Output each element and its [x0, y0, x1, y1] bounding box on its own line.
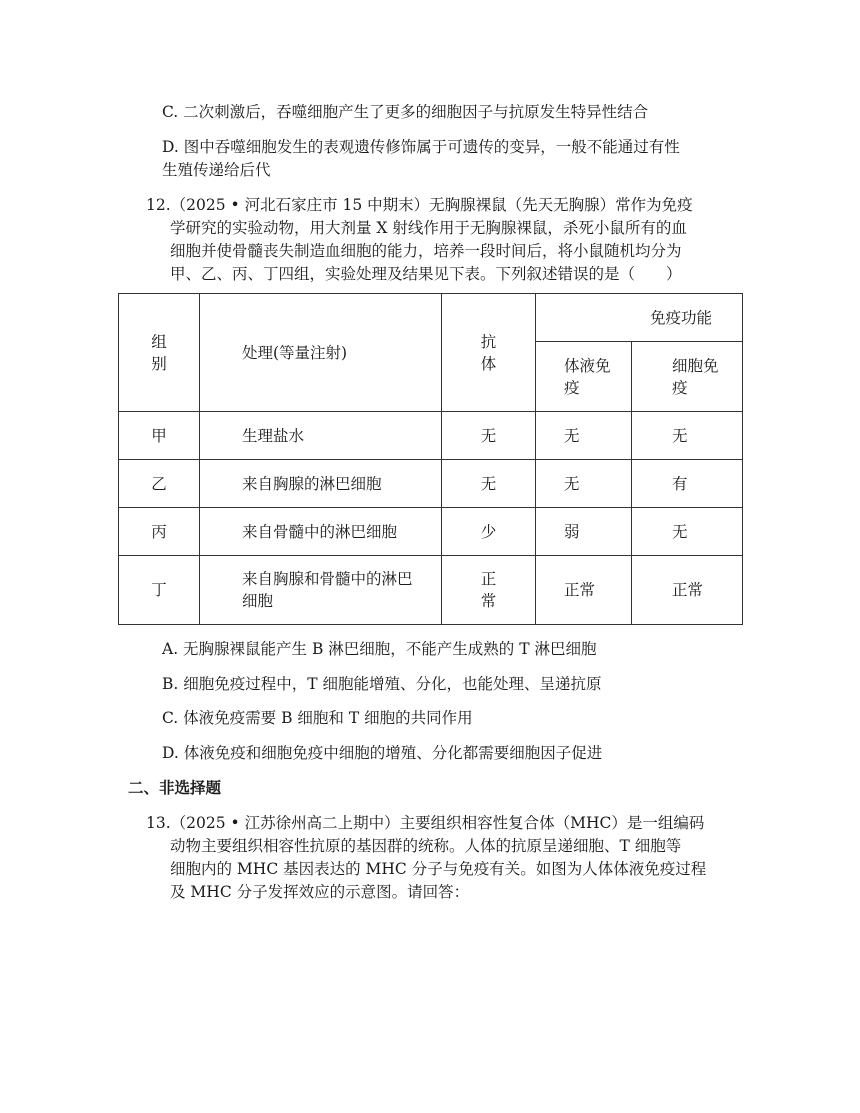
option-a: A. 无胸腺裸鼠能产生 B 淋巴细胞，不能产生成熟的 T 淋巴细胞: [162, 640, 597, 658]
table-row: [119, 412, 743, 460]
cell-humoral: 无: [536, 460, 632, 508]
cell-antibody: 无: [442, 460, 536, 508]
option-d-prev-line1: D. 图中吞噬细胞发生的表观遗传修饰属于可遗传的变异，一般不能通过有性: [162, 138, 680, 156]
question-12-line3: 细胞并使骨髓丧失制造血细胞的能力，培养一段时间后，将小鼠随机均分为: [170, 242, 682, 260]
question-13-line2: 动物主要组织相容性抗原的基因群的统称。人体的抗原呈递细胞、T 细胞等: [170, 837, 682, 855]
cell-cellular: 无: [632, 412, 743, 460]
cell-cellular: 正常: [632, 556, 743, 625]
section-title: 二、非选择题: [128, 779, 222, 797]
table-row: [119, 460, 743, 508]
cell-treatment: 来自骨髓中的淋巴细胞: [200, 508, 442, 556]
question-13-line3: 细胞内的 MHC 基因表达的 MHC 分子与免疫有关。如图为人体体液免疫过程: [170, 860, 707, 878]
option-c: C. 体液免疫需要 B 细胞和 T 细胞的共同作用: [162, 709, 473, 727]
table-row: [119, 556, 743, 625]
option-d: D. 体液免疫和细胞免疫中细胞的增殖、分化都需要细胞因子促进: [162, 744, 603, 762]
question-13-line4: 及 MHC 分子发挥效应的示意图。请回答：: [170, 883, 470, 901]
option-c-prev: C. 二次刺激后，吞噬细胞产生了更多的细胞因子与抗原发生特异性结合: [162, 103, 649, 121]
cell-antibody: 少: [442, 508, 536, 556]
cell-humoral: 弱: [536, 508, 632, 556]
header-cellular: 细胞免 疫: [632, 342, 743, 412]
question-12-line1: 12.（2025 • 河北石家庄市 15 中期末）无胸腺裸鼠（先天无胸腺）常作为免疫: [146, 196, 693, 214]
cell-humoral: 正常: [536, 556, 632, 625]
header-treatment: 处理(等量注射): [200, 294, 442, 412]
experiment-table: [118, 293, 743, 625]
option-b: B. 细胞免疫过程中，T 细胞能增殖、分化，也能处理、呈递抗原: [162, 675, 602, 693]
option-d-prev-line2: 生殖传递给后代: [162, 161, 271, 179]
cell-cellular: 无: [632, 508, 743, 556]
cell-group: 乙: [119, 460, 200, 508]
question-12-line2: 学研究的实验动物，用大剂量 X 射线作用于无胸腺裸鼠，杀死小鼠所有的血: [170, 219, 687, 237]
cell-group: 甲: [119, 412, 200, 460]
cell-antibody: 无: [442, 412, 536, 460]
cell-cellular: 有: [632, 460, 743, 508]
cell-group: 丁: [119, 556, 200, 625]
question-13-line1: 13.（2025 • 江苏徐州高二上期中）主要组织相容性复合体（MHC）是一组编码: [146, 814, 705, 832]
cell-treatment: 来自胸腺的淋巴细胞: [200, 460, 442, 508]
cell-antibody: 正 常: [442, 556, 536, 625]
cell-humoral: 无: [536, 412, 632, 460]
header-humoral: 体液免 疫: [536, 342, 632, 412]
header-group: 组 别: [119, 294, 200, 412]
question-12-line4: 甲、乙、丙、丁四组，实验处理及结果见下表。下列叙述错误的是（ ）: [170, 265, 682, 283]
header-antibody: 抗 体: [442, 294, 536, 412]
cell-treatment: 生理盐水: [200, 412, 442, 460]
cell-treatment: 来自胸腺和骨髓中的淋巴 细胞: [200, 556, 442, 625]
table-row: [119, 508, 743, 556]
cell-group: 丙: [119, 508, 200, 556]
header-immune-function: 免疫功能: [536, 294, 743, 342]
